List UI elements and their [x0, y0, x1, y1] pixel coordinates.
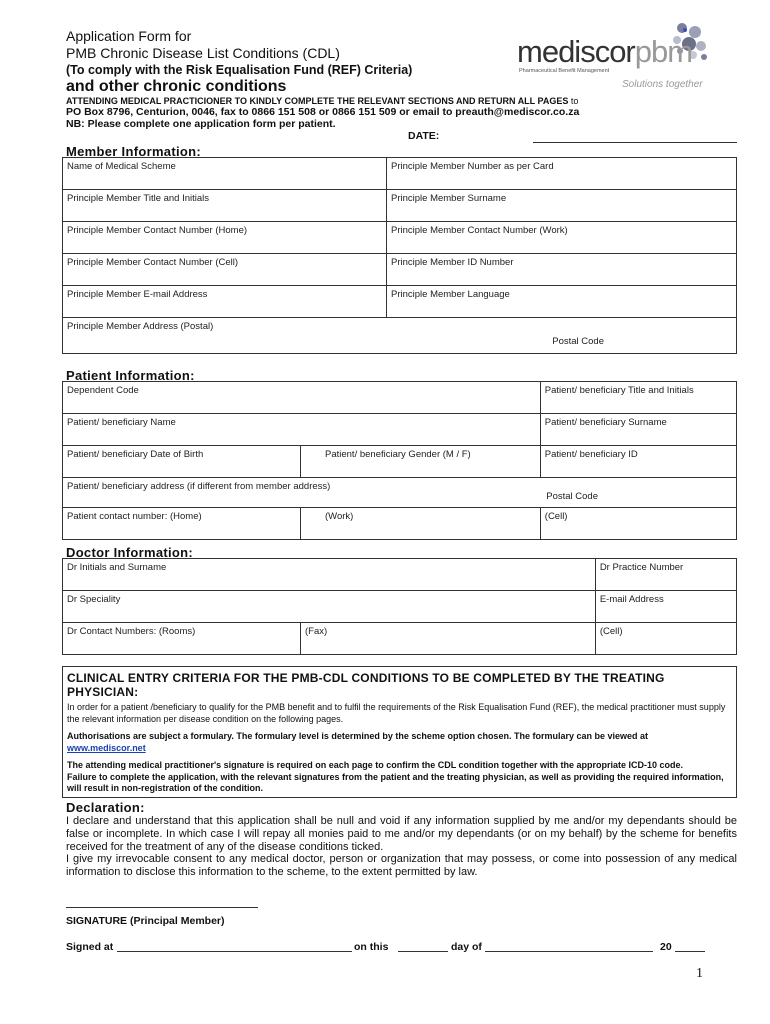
member-table — [62, 157, 737, 354]
on-this-label: on this — [354, 941, 389, 953]
member-number-field[interactable]: Principle Member Number as per Card — [387, 158, 737, 190]
declaration-paragraph-1: I declare and understand that this application shall be null and void if any information supplied by me and/or my dependants should be false or incomplete. In which case I will repay all monies paid to me and/or my dependants (or on my behalf) by the scheme for benefits received for the treatment of any of the disease conditions ticked. — [66, 815, 737, 853]
doctor-section-heading: Doctor Information: — [66, 545, 194, 560]
patient-cell-field[interactable]: (Cell) — [540, 508, 736, 540]
patient-section-heading: Patient Information: — [66, 368, 195, 383]
signature-label: SIGNATURE (Principal Member) — [66, 915, 225, 927]
dr-cell-field[interactable]: (Cell) — [595, 623, 736, 655]
patient-gender-label: Patient/ beneficiary Gender (M / F) — [325, 449, 471, 460]
signed-at-field[interactable] — [117, 951, 352, 952]
member-surname-field[interactable]: Principle Member Surname — [387, 190, 737, 222]
member-section-heading: Member Information: — [66, 144, 201, 159]
form-subtitle: (To comply with the Risk Equalisation Fund (REF) Criteria) — [66, 63, 413, 77]
declaration-paragraph-2: I give my irrevocable consent to any medical doctor, person or organization that may possess, or come into possession of any medical information to disclose this information to the scheme, to the extent permitted by law. — [66, 853, 737, 878]
signed-at-label: Signed at — [66, 941, 114, 953]
member-home-field[interactable]: Principle Member Contact Number (Home) — [63, 222, 387, 254]
year-field[interactable] — [675, 951, 705, 952]
member-address-field[interactable] — [63, 318, 737, 354]
doctor-table — [62, 558, 737, 655]
member-work-field[interactable]: Principle Member Contact Number (Work) — [387, 222, 737, 254]
patient-work-field[interactable] — [301, 508, 541, 540]
member-cell-field[interactable]: Principle Member Contact Number (Cell) — [63, 254, 387, 286]
dr-initials-field[interactable]: Dr Initials and Surname — [63, 559, 596, 591]
logo-tagline: Pharmaceutical Benefit Management — [519, 68, 610, 74]
form-title-line1: Application Form for — [66, 28, 192, 44]
dr-rooms-field[interactable]: Dr Contact Numbers: (Rooms) — [63, 623, 301, 655]
patient-home-field[interactable]: Patient contact number: (Home) — [63, 508, 301, 540]
member-postal-code-label: Postal Code — [552, 336, 604, 347]
patient-table — [62, 381, 737, 540]
member-id-field[interactable]: Principle Member ID Number — [387, 254, 737, 286]
year-label: 20 — [660, 941, 672, 953]
day-of-label: day of — [451, 941, 482, 953]
patient-address-label: Patient/ beneficiary address (if different from member address) — [67, 481, 331, 492]
member-language-field[interactable]: Principle Member Language — [387, 286, 737, 318]
page-number: 1 — [696, 966, 703, 981]
member-title-field[interactable]: Principle Member Title and Initials — [63, 190, 387, 222]
patient-gender-field[interactable] — [301, 446, 541, 478]
clinical-paragraph-4: Failure to complete the application, with the relevant signatures from the patient and the treating physician, as well as providing the required information, will result in non-registration of the condition. — [67, 771, 724, 793]
declaration-heading: Declaration: — [66, 800, 145, 815]
clinical-paragraph-1: In order for a patient /beneficiary to qualify for the PMB benefit and to fulfil the requirements of the Risk Equalisation Fund (REF), the medical practitioner must supply the relevant information per disease condition on the following pages. — [67, 702, 726, 724]
clinical-criteria-box — [62, 666, 737, 798]
dr-fax-field[interactable]: (Fax) — [301, 623, 596, 655]
medical-scheme-field[interactable]: Name of Medical Scheme — [63, 158, 387, 190]
clinical-paragraph-2: Authorisations are subject a formulary. The formulary level is determined by the scheme option chosen. The formulary can be viewed at — [67, 731, 648, 741]
day-field[interactable] — [398, 951, 448, 952]
clinical-paragraph-3: The attending medical practitioner's signature is required on each page to confirm the CDL condition together with the appropriate ICD-10 code. — [67, 760, 684, 770]
date-field[interactable] — [533, 142, 737, 143]
instruction-line: ATTENDING MEDICAL PRACTICIONER TO KINDLY COMPLETE THE RELEVANT SECTIONS AND RETURN ALL PAGES to — [66, 96, 579, 106]
member-email-field[interactable]: Principle Member E-mail Address — [63, 286, 387, 318]
patient-postal-code-label: Postal Code — [546, 491, 598, 502]
dr-speciality-field[interactable]: Dr Speciality — [63, 591, 596, 623]
month-field[interactable] — [485, 951, 653, 952]
return-address: PO Box 8796, Centurion, 0046, fax to 0866 151 508 or 0866 151 509 or email to preauth@mediscor.co.za — [66, 106, 580, 118]
patient-surname-field[interactable]: Patient/ beneficiary Surname — [540, 414, 736, 446]
patient-work-label: (Work) — [325, 511, 354, 522]
dr-practice-number-field[interactable]: Dr Practice Number — [595, 559, 736, 591]
form-title-line2: PMB Chronic Disease List Conditions (CDL) — [66, 45, 340, 61]
date-label: DATE: — [408, 130, 440, 142]
member-address-label: Principle Member Address (Postal) — [67, 321, 214, 332]
patient-name-field[interactable]: Patient/ beneficiary Name — [63, 414, 541, 446]
logo-slogan: Solutions together — [622, 79, 703, 90]
patient-address-field[interactable] — [63, 478, 737, 508]
patient-dob-field[interactable]: Patient/ beneficiary Date of Birth — [63, 446, 301, 478]
dr-email-field[interactable]: E-mail Address — [595, 591, 736, 623]
mediscor-logo — [517, 22, 727, 94]
form-title-line4: and other chronic conditions — [66, 78, 287, 95]
mediscor-link[interactable]: www.mediscor.net — [67, 742, 146, 753]
dependent-code-field[interactable]: Dependent Code — [63, 382, 541, 414]
signature-line[interactable] — [66, 907, 258, 908]
patient-id-field[interactable]: Patient/ beneficiary ID — [540, 446, 736, 478]
patient-title-field[interactable]: Patient/ beneficiary Title and Initials — [540, 382, 736, 414]
nb-note: NB: Please complete one application form per patient. — [66, 118, 336, 130]
logo-wordmark: mediscorpbm — [517, 34, 693, 69]
clinical-criteria-title: CLINICAL ENTRY CRITERIA FOR THE PMB-CDL CONDITIONS TO BE COMPLETED BY THE TREATING PHYSICIAN: — [67, 671, 665, 699]
